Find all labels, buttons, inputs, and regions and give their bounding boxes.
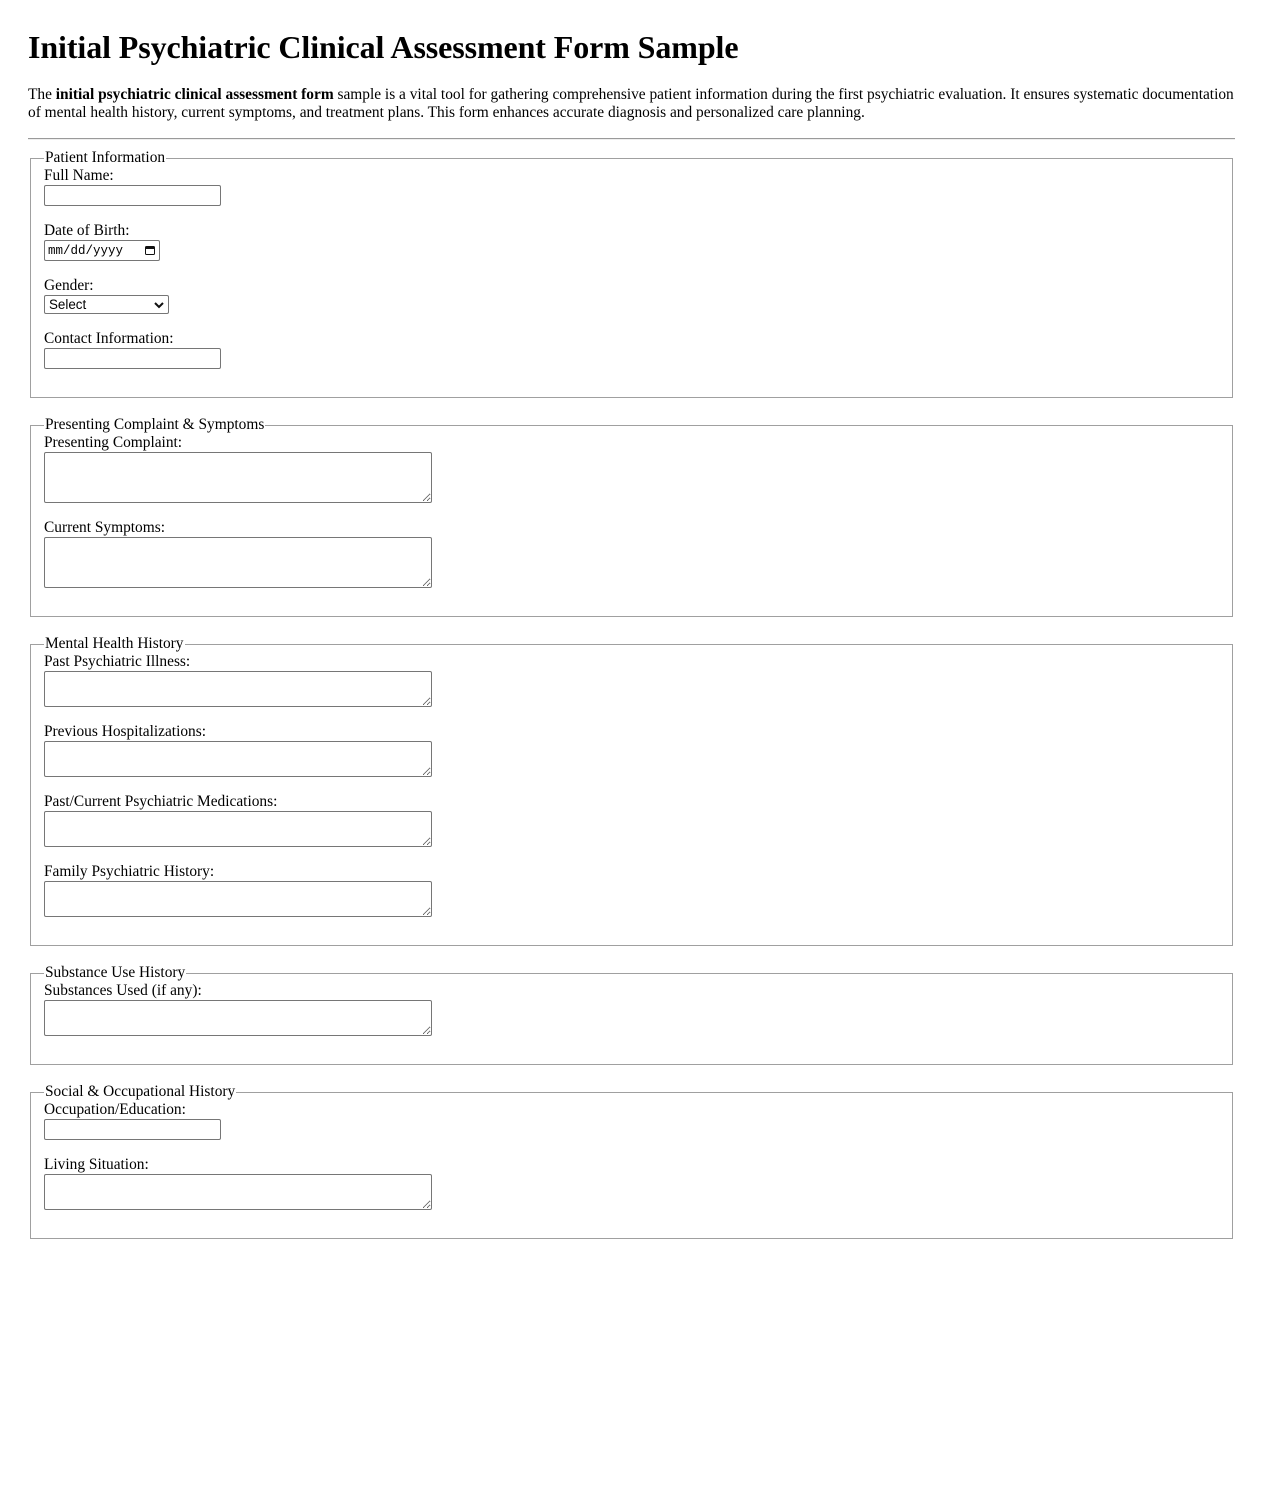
presenting-complaint-textarea[interactable] [44,452,432,503]
intro-paragraph [28,86,1235,122]
page-title: Initial Psychiatric Clinical Assessment Form Sample [28,29,739,65]
label-substances-used: Substances Used (if any): [44,982,202,999]
field-past-psychiatric-illness [44,653,1219,707]
fieldset-presenting-complaint [30,416,1233,617]
contact-information-input[interactable] [44,348,221,369]
field-contact-information [44,330,1219,369]
intro-prefix: The [28,86,56,103]
field-living-situation [44,1156,1219,1210]
assessment-form [28,149,1235,1239]
label-contact-information: Contact Information: [44,330,174,347]
intro-bold-term: initial psychiatric clinical assessment form [55,86,334,103]
living-situation-textarea[interactable] [44,1174,432,1210]
field-current-symptoms [44,519,1219,588]
date-placeholder: mm/dd/yyyy [48,243,124,258]
calendar-icon[interactable] [145,246,155,255]
legend-patient-information: Patient Information [45,149,166,166]
psychiatric-medications-textarea[interactable] [44,811,432,847]
field-full-name [44,167,1219,206]
gender-selected-value: Select [49,297,87,312]
label-living-situation: Living Situation: [44,1156,149,1173]
field-date-of-birth [44,222,1219,261]
field-gender [44,277,1219,314]
field-substances-used [44,982,1219,1036]
legend-mental-health-history: Mental Health History [45,635,184,652]
label-full-name: Full Name: [44,167,114,184]
fieldset-patient-information [30,149,1233,398]
previous-hospitalizations-textarea[interactable] [44,741,432,777]
label-presenting-complaint: Presenting Complaint: [44,434,183,451]
intro-suffix: sample is a vital tool for gathering comprehensive patient information during the first psychiatric evaluation. It ensures systematic documentation of mental health history, current symptoms, and treatment plans. This form enhances accurate diagnosis and personalized care planning. [28,86,1234,121]
past-psychiatric-illness-textarea[interactable] [44,671,432,707]
occupation-education-input[interactable] [44,1119,221,1140]
date-of-birth-input[interactable] [44,240,160,261]
field-family-psychiatric-history [44,863,1219,917]
gender-select[interactable] [44,295,169,314]
field-presenting-complaint [44,434,1219,503]
label-family-psychiatric-history: Family Psychiatric History: [44,863,215,880]
label-current-symptoms: Current Symptoms: [44,519,165,536]
label-previous-hospitalizations: Previous Hospitalizations: [44,723,207,740]
label-occupation-education: Occupation/Education: [44,1101,186,1118]
full-name-input[interactable] [44,185,221,206]
legend-social-occupational-history: Social & Occupational History [45,1083,236,1100]
label-past-psychiatric-illness: Past Psychiatric Illness: [44,653,191,670]
field-psychiatric-medications [44,793,1219,847]
legend-presenting-complaint: Presenting Complaint & Symptoms [45,416,265,433]
current-symptoms-textarea[interactable] [44,537,432,588]
chevron-down-icon [154,301,164,309]
family-psychiatric-history-textarea[interactable] [44,881,432,917]
fieldset-substance-use-history [30,964,1233,1065]
substances-used-textarea[interactable] [44,1000,432,1036]
form-viewport [28,140,1235,1252]
fieldset-mental-health-history [30,635,1233,946]
fieldset-social-occupational-history [30,1083,1233,1239]
field-previous-hospitalizations [44,723,1219,777]
field-occupation-education [44,1101,1219,1140]
label-gender: Gender: [44,277,94,294]
label-date-of-birth: Date of Birth: [44,222,130,239]
label-psychiatric-medications: Past/Current Psychiatric Medications: [44,793,278,810]
legend-substance-use-history: Substance Use History [45,964,186,981]
